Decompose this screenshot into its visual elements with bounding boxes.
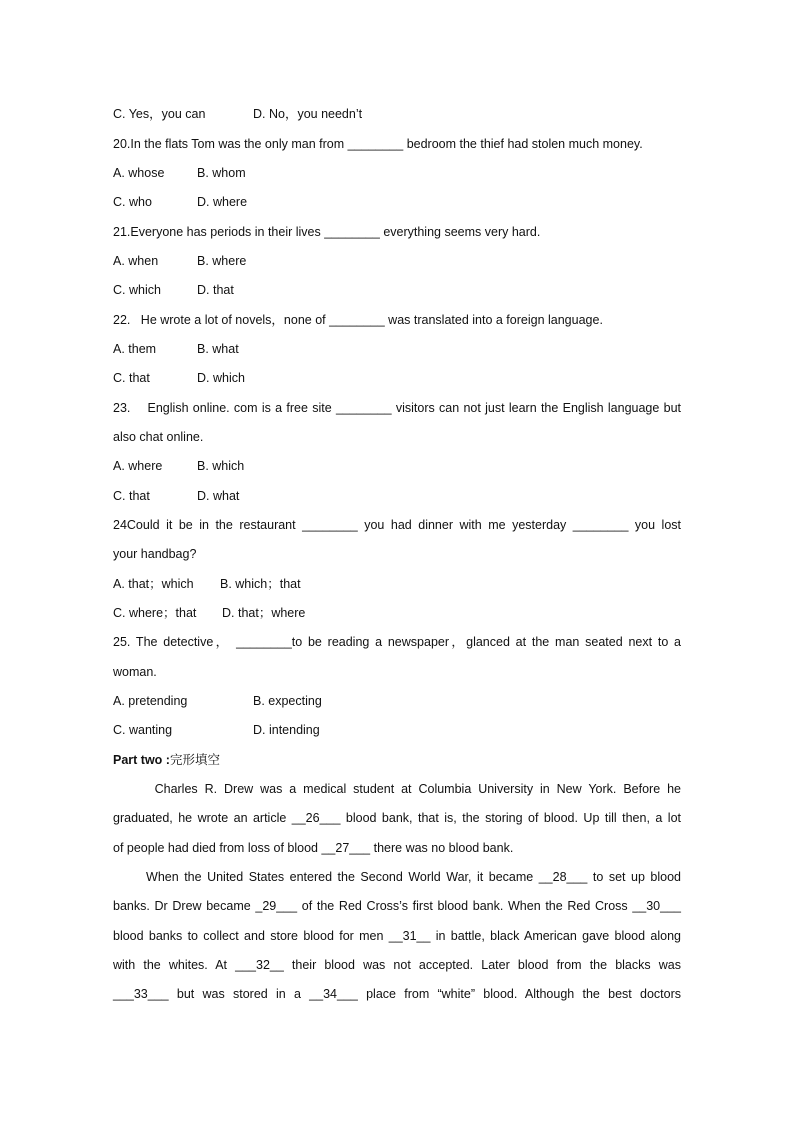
q25-option-d: D. intending (253, 723, 320, 737)
q21-option-d: D. that (197, 283, 234, 297)
q24-option-a: A. that；which (113, 577, 194, 591)
q25-option-b: B. expecting (253, 694, 322, 708)
q20-option-a: A. whose (113, 166, 165, 180)
q19-option-c: C. Yes，you can (113, 107, 206, 121)
q22-option-b: B. what (197, 342, 239, 356)
q25-stem-line-2: woman. (113, 665, 157, 679)
q20-option-c: C. who (113, 195, 152, 209)
section-label: Part two : (113, 753, 170, 767)
passage-line-8: ___33___ but was stored in a __34___ place from “white” blood. Although the best doctors (113, 987, 681, 1001)
passage-line-4: When the United States entered the Second World War, it became __28___ to set up blood (113, 870, 681, 884)
q23-option-d: D. what (197, 489, 240, 503)
passage-line-5: banks. Dr Drew became _29___ of the Red Cross’s first blood bank. When the Red Cross __30___ (113, 899, 681, 913)
q23-option-b: B. which (197, 459, 245, 473)
q20-option-d: D. where (197, 195, 248, 209)
section-title: 完形填空 (169, 752, 220, 767)
passage-line-7: with the whites. At ___32__ their blood was not accepted. Later blood from the blacks was (113, 958, 681, 972)
q21-option-b: B. where (197, 254, 247, 268)
q24-option-d: D. that；where (222, 606, 306, 620)
q24-stem-line-2: your handbag? (113, 547, 197, 561)
q19-option-d: D. No，you needn’t (253, 107, 363, 121)
q22-stem: 22. He wrote a lot of novels，none of ________ was translated into a foreign language. (113, 313, 603, 327)
q23-stem-line-2: also chat online. (113, 430, 204, 444)
q23-option-c: C. that (113, 489, 150, 503)
q24-stem-line-1: 24Could it be in the restaurant ________ you had dinner with me yesterday ________ you lost (113, 518, 681, 532)
passage-line-1: Charles R. Drew was a medical student at Columbia University in New York. Before he (113, 782, 681, 796)
q25-stem-line-1: 25. The detective， ________to be reading a newspaper，glanced at the man seated next to a (113, 635, 681, 649)
q25-option-c: C. wanting (113, 723, 173, 737)
q24-option-c: C. where；that (113, 606, 197, 620)
q20-stem: 20.In the flats Tom was the only man from ________ bedroom the thief had stolen much money. (113, 137, 643, 151)
q22-option-d: D. which (197, 371, 245, 385)
q23-option-a: A. where (113, 459, 163, 473)
passage-line-3: of people had died from loss of blood __27___ there was no blood bank. (113, 841, 514, 855)
q21-option-c: C. which (113, 283, 161, 297)
q24-option-b: B. which；that (220, 577, 301, 591)
q21-stem: 21.Everyone has periods in their lives ________ everything seems very hard. (113, 225, 541, 239)
q23-stem-line-1: 23. English online. com is a free site ________ visitors can not just learn the English language but (113, 401, 681, 415)
q25-option-a: A. pretending (113, 694, 188, 708)
passage-line-2: graduated, he wrote an article __26___ blood bank, that is, the storing of blood. Up till then, a lot (113, 811, 681, 825)
q22-option-a: A. them (113, 342, 157, 356)
q22-option-c: C. that (113, 371, 150, 385)
q20-option-b: B. whom (197, 166, 246, 180)
section-heading (113, 752, 220, 768)
passage-line-6: blood banks to collect and store blood for men __31__ in battle, black American gave blood along (113, 929, 681, 943)
q21-option-a: A. when (113, 254, 159, 268)
